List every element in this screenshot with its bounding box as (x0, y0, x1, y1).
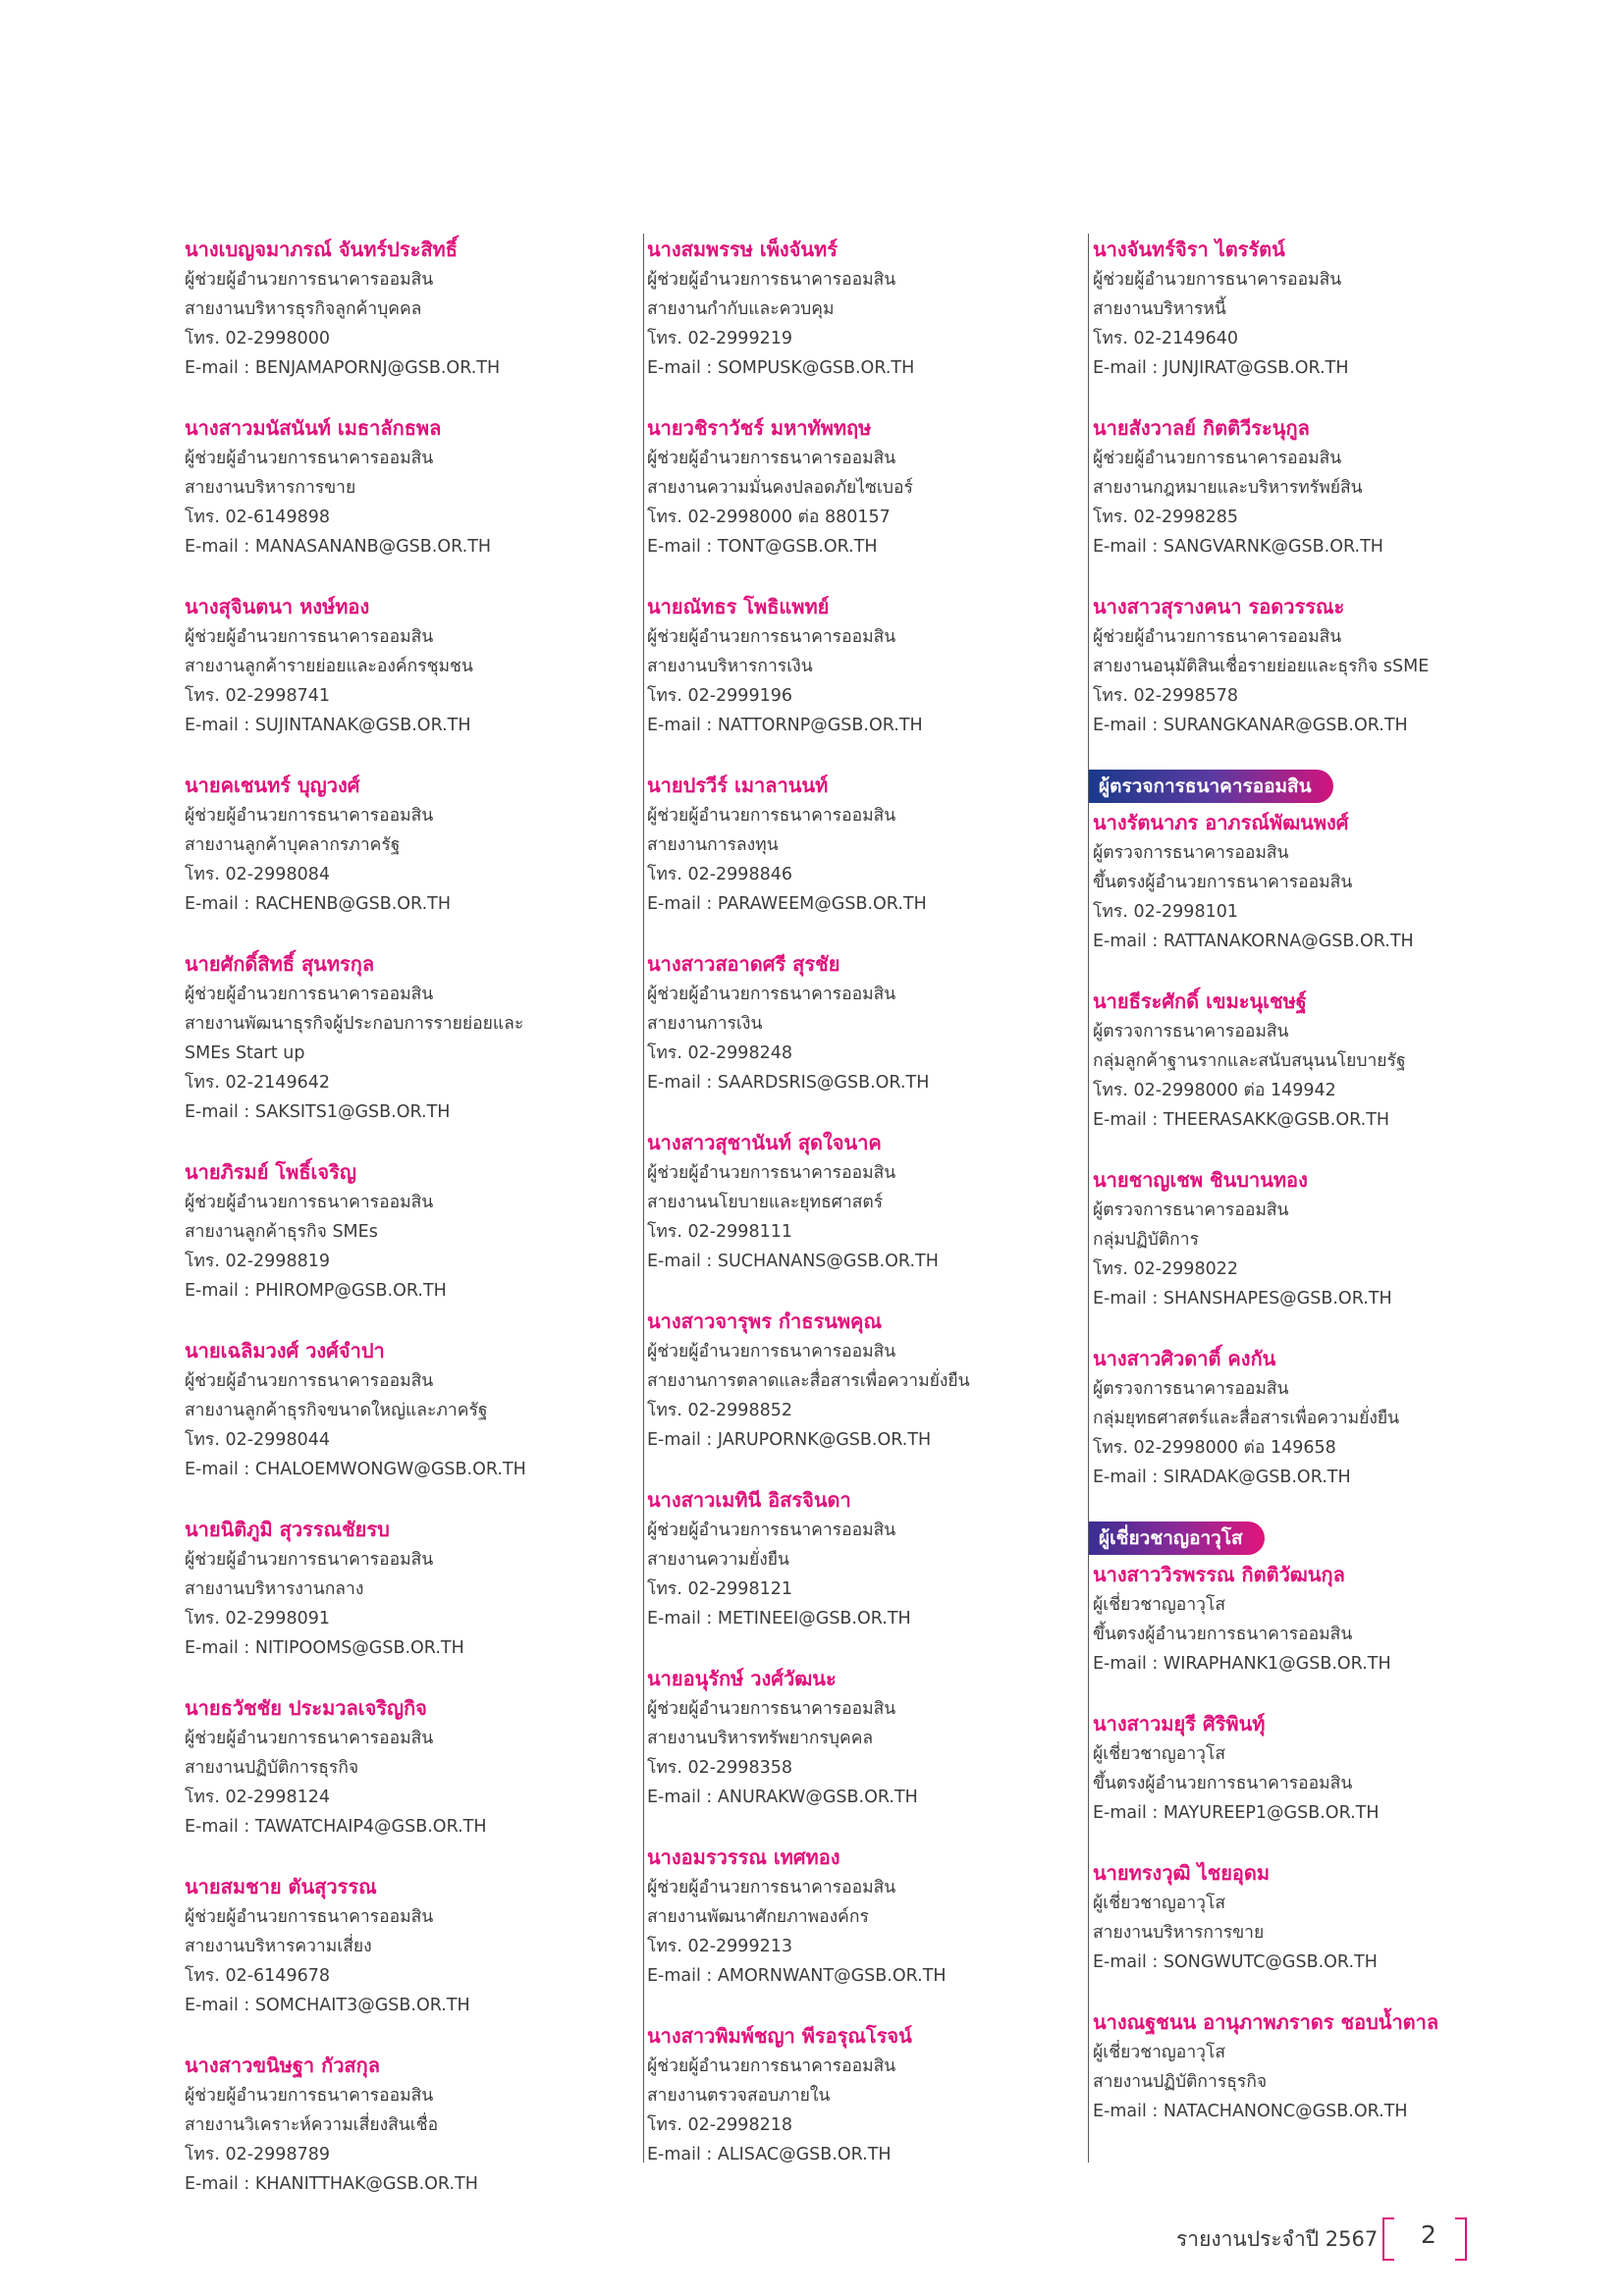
contact-phone: โทร. 02-6149678 (185, 1966, 330, 1986)
contact-email: E-mail : SUCHANANS@GSB.OR.TH (647, 1252, 939, 1271)
contact-name: นายทรงวุฒิ ไชยอุดม (1093, 1861, 1271, 1885)
contact-position: ผู้ช่วยผู้อำนวยการธนาคารออมสิน (185, 1550, 434, 1570)
contact-unit: ขึ้นตรงผู้อำนวยการธนาคารออมสิน (1093, 873, 1353, 892)
contact-entry (185, 1156, 577, 1306)
contact-phone: โทร. 02-2999196 (647, 686, 792, 706)
contact-unit: สายงานลูกค้าธุรกิจ SMEs (185, 1222, 378, 1242)
contact-name: นางสุจินตนา หงษ์ทอง (185, 595, 370, 618)
contact-name: นายณัทธร โพธิแพทย์ (647, 595, 830, 618)
contact-position: ผู้ช่วยผู้อำนวยการธนาคารออมสิน (647, 1163, 896, 1183)
contact-email: E-mail : SURANGKANAR@GSB.OR.TH (1093, 716, 1408, 735)
contact-position: ผู้ช่วยผู้อำนวยการธนาคารออมสิน (185, 270, 434, 290)
contact-unit: สายงานบริหารความเสี่ยง (185, 1937, 372, 1956)
contact-entry (1089, 986, 1521, 1135)
contact-phone: โทร. 02-2998044 (185, 1430, 330, 1450)
contact-position: ผู้เชี่ยวชาญอาวุโส (1093, 1744, 1226, 1764)
contact-unit: ขึ้นตรงผู้อำนวยการธนาคารออมสิน (1093, 1774, 1353, 1793)
contact-unit: สายงานบริหารธุรกิจลูกค้าบุคคล (185, 299, 422, 319)
contact-name: นางเบญจมาภรณ์ จันทร์ประสิทธิ์ (185, 238, 458, 261)
contact-email: E-mail : AMORNWANT@GSB.OR.TH (647, 1966, 947, 1986)
contact-position: ผู้ช่วยผู้อำนวยการธนาคารออมสิน (185, 1907, 434, 1927)
contact-name: นางสาวพิมพ์ชญา พีรอรุณโรจน์ (647, 2024, 912, 2048)
contact-phone: โทร. 02-2998218 (647, 2115, 792, 2135)
contact-name: นางสาวศิวดาติ์ คงกัน (1093, 1347, 1276, 1370)
contact-position: ผู้ตรวจการธนาคารออมสิน (1093, 1201, 1289, 1220)
contact-entry (1089, 2006, 1521, 2126)
page-number: 2 (1421, 2220, 1436, 2249)
contact-entry (1089, 1559, 1521, 1679)
contact-email: E-mail : METINEEI@GSB.OR.TH (647, 1609, 911, 1629)
contact-phone: โทร. 02-2998101 (1093, 902, 1238, 922)
contact-name: นายเฉลิมวงศ์ วงศ์จำปา (185, 1339, 385, 1362)
contact-phone: โทร. 02-2998124 (185, 1788, 330, 1807)
contact-name: นางสาวสุรางคนา รอดวรรณะ (1093, 595, 1345, 618)
contact-position: ผู้ช่วยผู้อำนวยการธนาคารออมสิน (185, 449, 434, 468)
contact-position: ผู้เชี่ยวชาญอาวุโส (1093, 1894, 1226, 1913)
contact-position: ผู้ช่วยผู้อำนวยการธนาคารออมสิน (185, 1371, 434, 1391)
contact-email: E-mail : TONT@GSB.OR.TH (647, 537, 878, 557)
contact-entry (185, 1692, 577, 1842)
contact-position: ผู้ช่วยผู้อำนวยการธนาคารออมสิน (185, 1729, 434, 1748)
contact-position: ผู้ช่วยผู้อำนวยการธนาคารออมสิน (647, 270, 896, 290)
contact-entry (644, 1484, 1037, 1633)
contact-email: E-mail : BENJAMAPORNJ@GSB.OR.TH (185, 358, 501, 378)
contact-email: E-mail : NATACHANONC@GSB.OR.TH (1093, 2102, 1408, 2121)
contact-position: ผู้ช่วยผู้อำนวยการธนาคารออมสิน (1093, 449, 1342, 468)
contact-name: นายศักดิ์สิทธิ์ สุนทรกุล (185, 952, 375, 976)
inspectors-section (1089, 770, 1521, 1492)
contact-phone: โทร. 02-2999213 (647, 1937, 792, 1956)
contact-unit: สายงานลูกค้าธุรกิจขนาดใหญ่และภาครัฐ (185, 1401, 488, 1420)
contact-name: นางสาวจารุพร กำธรนพคุณ (647, 1309, 882, 1333)
contact-email: E-mail : KHANITTHAK@GSB.OR.TH (185, 2174, 478, 2194)
contact-phone: โทร. 02-2998285 (1093, 507, 1238, 527)
contact-unit: สายงานลูกค้ารายย่อยและองค์กรชุมชน (185, 657, 473, 676)
contact-phone: โทร. 02-2998000 ต่อ 149942 (1093, 1081, 1336, 1100)
contact-name: นายคเชนทร์ บุญวงศ์ (185, 774, 360, 797)
contact-unit: สายงานปฏิบัติการธุรกิจ (1093, 2072, 1268, 2092)
contact-phone: โทร. 02-2998358 (647, 1758, 792, 1778)
column-2 (643, 234, 1037, 2163)
contact-unit: สายงานบริหารงานกลาง (185, 1579, 364, 1599)
contact-phone: โทร. 02-2998084 (185, 865, 330, 884)
contact-phone: โทร. 02-2998091 (185, 1609, 330, 1629)
contact-unit: สายงานพัฒนาธุรกิจผู้ประกอบการรายย่อยและ (185, 1014, 524, 1034)
contact-entry (644, 1127, 1037, 1276)
contact-phone: โทร. 02-2998000 ต่อ 880157 (647, 507, 891, 527)
contact-email: E-mail : SUJINTANAK@GSB.OR.TH (185, 716, 471, 735)
contact-position: ผู้ช่วยผู้อำนวยการธนาคารออมสิน (185, 985, 434, 1004)
contact-phone: โทร. 02-2998846 (647, 865, 792, 884)
contact-entry (1089, 1857, 1521, 1977)
contact-entry (644, 591, 1037, 740)
contact-entry (1089, 234, 1521, 383)
contact-phone: โทร. 02-2998022 (1093, 1259, 1238, 1279)
contact-position: ผู้เชี่ยวชาญอาวุโส (1093, 1595, 1226, 1615)
contact-unit: สายงานการตลาดและสื่อสารเพื่อความยั่งยืน (647, 1371, 970, 1391)
contact-name: นางสาวมยุรี ศิริพินทุ์ (1093, 1712, 1266, 1735)
contact-email: E-mail : MANASANANB@GSB.OR.TH (185, 537, 492, 557)
contact-entry (644, 1663, 1037, 1812)
contact-email: E-mail : SHANSHAPES@GSB.OR.TH (1093, 1289, 1392, 1308)
contact-position: ผู้ช่วยผู้อำนวยการธนาคารออมสิน (647, 1699, 896, 1719)
contact-email: E-mail : RATTANAKORNA@GSB.OR.TH (1093, 932, 1414, 951)
contact-entry (644, 234, 1037, 383)
contact-name: นางจันทร์จิรา ไตรรัตน์ (1093, 238, 1285, 261)
contact-entry (644, 2020, 1037, 2169)
contact-unit: สายงานกำกับและควบคุม (647, 299, 835, 319)
contact-entry (644, 1306, 1037, 1455)
contact-email: E-mail : JARUPORNK@GSB.OR.TH (647, 1430, 932, 1450)
contact-entry (185, 1335, 577, 1484)
contact-unit: สายงานบริหารการขาย (185, 478, 356, 498)
contact-unit: สายงานความยั่งยืน (647, 1550, 790, 1570)
contact-name: นายธวัชชัย ประมวลเจริญกิจ (185, 1696, 427, 1720)
contact-entry (185, 1871, 577, 2020)
contact-position: ผู้ช่วยผู้อำนวยการธนาคารออมสิน (647, 449, 896, 468)
contact-email: E-mail : ALISAC@GSB.OR.TH (647, 2145, 892, 2164)
contact-email: E-mail : TAWATCHAIP4@GSB.OR.TH (185, 1817, 487, 1837)
contact-position: ผู้ช่วยผู้อำนวยการธนาคารออมสิน (647, 806, 896, 826)
contact-unit: กลุ่มปฏิบัติการ (1093, 1230, 1200, 1250)
contact-unit: สายงานวิเคราะห์ความเสี่ยงสินเชื่อ (185, 2115, 439, 2135)
contact-unit: สายงานบริหารการเงิน (647, 657, 813, 676)
contact-phone: โทร. 02-2998000 (185, 329, 330, 348)
contact-position: ผู้ช่วยผู้อำนวยการธนาคารออมสิน (647, 1342, 896, 1362)
contact-position: ผู้ตรวจการธนาคารออมสิน (1093, 1379, 1289, 1399)
contact-entry (1089, 807, 1521, 956)
contact-email: E-mail : NITIPOOMS@GSB.OR.TH (185, 1638, 464, 1658)
contact-name: นางณฐชนน อานุภาพภราดร ชอบน้ำตาล (1093, 2010, 1439, 2034)
contact-unit: กลุ่มยุทธศาสตร์และสื่อสารเพื่อความยั่งยืน (1093, 1409, 1400, 1428)
contact-email: E-mail : SONGWUTC@GSB.OR.TH (1093, 1952, 1378, 1972)
column-1 (185, 234, 577, 2228)
contact-phone: โทร. 02-2998111 (647, 1222, 792, 1242)
contact-position: ผู้ช่วยผู้อำนวยการธนาคารออมสิน (647, 985, 896, 1004)
contact-name: นายชาญเชพ ชินบานทอง (1093, 1168, 1308, 1192)
contact-entry (1089, 1343, 1521, 1492)
contact-entry (185, 591, 577, 740)
contact-phone: โทร. 02-2998121 (647, 1579, 792, 1599)
contact-position: ผู้ช่วยผู้อำนวยการธนาคารออมสิน (647, 1521, 896, 1540)
contact-phone: โทร. 02-2998578 (1093, 686, 1238, 706)
contact-entry (644, 1842, 1037, 1991)
report-title: รายงานประจำปี 2567 (1176, 2227, 1379, 2251)
contact-position: ผู้ช่วยผู้อำนวยการธนาคารออมสิน (185, 1193, 434, 1212)
contact-email: E-mail : MAYUREEP1@GSB.OR.TH (1093, 1803, 1380, 1823)
contact-unit: สายงานปฏิบัติการธุรกิจ (185, 1758, 359, 1778)
contact-email: E-mail : PHIROMP@GSB.OR.TH (185, 1281, 447, 1301)
contact-position: ผู้ช่วยผู้อำนวยการธนาคารออมสิน (185, 806, 434, 826)
contact-unit: สายงานบริหารทรัพยากรบุคคล (647, 1729, 874, 1748)
experts-heading: ผู้เชี่ยวชาญอาวุโส (1089, 1522, 1265, 1555)
contact-entry (185, 948, 577, 1127)
contact-entry (1089, 1164, 1521, 1313)
contact-unit: สายงานบริหารการขาย (1093, 1923, 1265, 1943)
contact-entry (185, 770, 577, 919)
contact-name: นายภิรมย์ โพธิ์เจริญ (185, 1160, 356, 1184)
contact-email: E-mail : SOMCHAIT3@GSB.OR.TH (185, 1996, 470, 2015)
contact-name: นางสมพรรษ เพ็งจันทร์ (647, 238, 838, 261)
contact-entry (185, 412, 577, 561)
contact-name: นางสาวสอาดศรี สุรชัย (647, 952, 840, 976)
contact-name: นางสาวมนัสนันท์ เมธาลักธพล (185, 416, 442, 440)
contact-name: นางรัตนาภร อาภรณ์พัฒนพงศ์ (1093, 811, 1349, 834)
contact-entry (1089, 1708, 1521, 1828)
contact-unit: สายงานพัฒนาศักยภาพองค์กร (647, 1907, 869, 1927)
inspectors-heading: ผู้ตรวจการธนาคารออมสิน (1089, 770, 1333, 803)
contact-entry (1089, 412, 1521, 561)
contact-position: ผู้ช่วยผู้อำนวยการธนาคารออมสิน (1093, 627, 1342, 647)
contact-email: E-mail : JUNJIRAT@GSB.OR.TH (1093, 358, 1349, 378)
contact-position: ผู้ช่วยผู้อำนวยการธนาคารออมสิน (185, 2086, 434, 2106)
contact-phone: โทร. 02-2999219 (647, 329, 792, 348)
contact-position: ผู้ช่วยผู้อำนวยการธนาคารออมสิน (647, 1878, 896, 1897)
contact-unit: กลุ่มลูกค้าฐานรากและสนับสนุนนโยบายรัฐ (1093, 1051, 1406, 1071)
contact-name: นายธีระศักดิ์ เขมะนุเชษฐ์ (1093, 989, 1307, 1013)
contact-name: นางสาวเมทินี อิสรจินดา (647, 1488, 851, 1512)
contact-email: E-mail : NATTORNP@GSB.OR.TH (647, 716, 923, 735)
contact-position: ผู้ช่วยผู้อำนวยการธนาคารออมสิน (647, 2056, 896, 2076)
contact-position: ผู้ช่วยผู้อำนวยการธนาคารออมสิน (1093, 270, 1342, 290)
contact-phone: โทร. 02-2998819 (185, 1252, 330, 1271)
contact-phone: โทร. 02-2149642 (185, 1073, 330, 1093)
contact-email: E-mail : THEERASAKK@GSB.OR.TH (1093, 1110, 1390, 1130)
contact-email: E-mail : SANGVARNK@GSB.OR.TH (1093, 537, 1383, 557)
contact-entry (644, 770, 1037, 919)
contact-unit: สายงานความมั่นคงปลอดภัยไซเบอร์ (647, 478, 913, 498)
contact-email: E-mail : SAARDSRIS@GSB.OR.TH (647, 1073, 930, 1093)
page-bracket-left (1382, 2217, 1394, 2261)
contact-entry (185, 234, 577, 383)
contact-entry (185, 2050, 577, 2199)
contact-name: นายนิติภูมิ สุวรรณชัยรบ (185, 1518, 390, 1541)
contact-name: นางอมรวรรณ เทศทอง (647, 1845, 840, 1869)
contact-position: ผู้เชี่ยวชาญอาวุโส (1093, 2043, 1226, 2062)
contact-unit: สายงานกฎหมายและบริหารทรัพย์สิน (1093, 478, 1363, 498)
contact-email: E-mail : SIRADAK@GSB.OR.TH (1093, 1468, 1351, 1487)
contact-email: E-mail : RACHENB@GSB.OR.TH (185, 894, 451, 914)
contact-name: นายสมชาย ตันสุวรรณ (185, 1875, 377, 1898)
contact-phone: โทร. 02-2998789 (185, 2145, 330, 2164)
contact-unit: ขึ้นตรงผู้อำนวยการธนาคารออมสิน (1093, 1625, 1353, 1644)
contact-position: ผู้ตรวจการธนาคารออมสิน (1093, 843, 1289, 863)
contact-entry (185, 1514, 577, 1663)
contact-phone: โทร. 02-2998248 (647, 1043, 792, 1063)
contact-entry (644, 412, 1037, 561)
page-bracket-right (1455, 2217, 1467, 2261)
contact-entry (644, 948, 1037, 1097)
contact-position: ผู้ช่วยผู้อำนวยการธนาคารออมสิน (185, 627, 434, 647)
contact-unit: สายงานการเงิน (647, 1014, 763, 1034)
contact-unit: สายงานนโยบายและยุทธศาสตร์ (647, 1193, 884, 1212)
contact-phone: โทร. 02-2149640 (1093, 329, 1238, 348)
contact-name: นายวชิราวัชร์ มหาทัพทฤษ (647, 416, 872, 440)
contact-email: E-mail : WIRAPHANK1@GSB.OR.TH (1093, 1654, 1391, 1674)
contact-position: ผู้ช่วยผู้อำนวยการธนาคารออมสิน (647, 627, 896, 647)
contact-phone: โทร. 02-2998852 (647, 1401, 792, 1420)
contact-unit-cont: SMEs Start up (185, 1043, 305, 1063)
contact-position: ผู้ตรวจการธนาคารออมสิน (1093, 1022, 1289, 1041)
contact-name: นายอนุรักษ์ วงศ์วัฒนะ (647, 1667, 837, 1690)
experts-section (1089, 1522, 1521, 2126)
contact-unit: สายงานตรวจสอบภายใน (647, 2086, 831, 2106)
page-footer (1149, 2217, 1492, 2261)
contact-name: นายสังวาลย์ กิตติวีระนุกูล (1093, 416, 1310, 440)
contact-name: นายปรวีร์ เมาลานนท์ (647, 774, 829, 797)
contact-unit: สายงานลูกค้าบุคลากรภาครัฐ (185, 835, 401, 855)
contact-phone: โทร. 02-2998741 (185, 686, 330, 706)
contact-email: E-mail : SOMPUSK@GSB.OR.TH (647, 358, 915, 378)
contact-unit: สายงานบริหารหนี้ (1093, 299, 1226, 319)
contact-email: E-mail : SAKSITS1@GSB.OR.TH (185, 1102, 451, 1122)
contact-name: นางสาวสุชานันท์ สุดใจนาค (647, 1131, 882, 1154)
contact-email: E-mail : CHALOEMWONGW@GSB.OR.TH (185, 1460, 526, 1479)
contact-unit: สายงานการลงทุน (647, 835, 779, 855)
contact-name: นางสาวขนิษฐา กัวสกุล (185, 2054, 381, 2077)
contact-phone: โทร. 02-6149898 (185, 507, 330, 527)
contact-unit: สายงานอนุมัติสินเชื่อรายย่อยและธุรกิจ sSME (1093, 657, 1430, 676)
contact-email: E-mail : PARAWEEM@GSB.OR.TH (647, 894, 927, 914)
contact-name: นางสาววิรพรรณ กิตติวัฒนกุล (1093, 1563, 1345, 1586)
contact-email: E-mail : ANURAKW@GSB.OR.TH (647, 1788, 918, 1807)
contact-entry (1089, 591, 1521, 740)
column-3 (1088, 234, 1521, 2163)
contact-phone: โทร. 02-2998000 ต่อ 149658 (1093, 1438, 1336, 1458)
